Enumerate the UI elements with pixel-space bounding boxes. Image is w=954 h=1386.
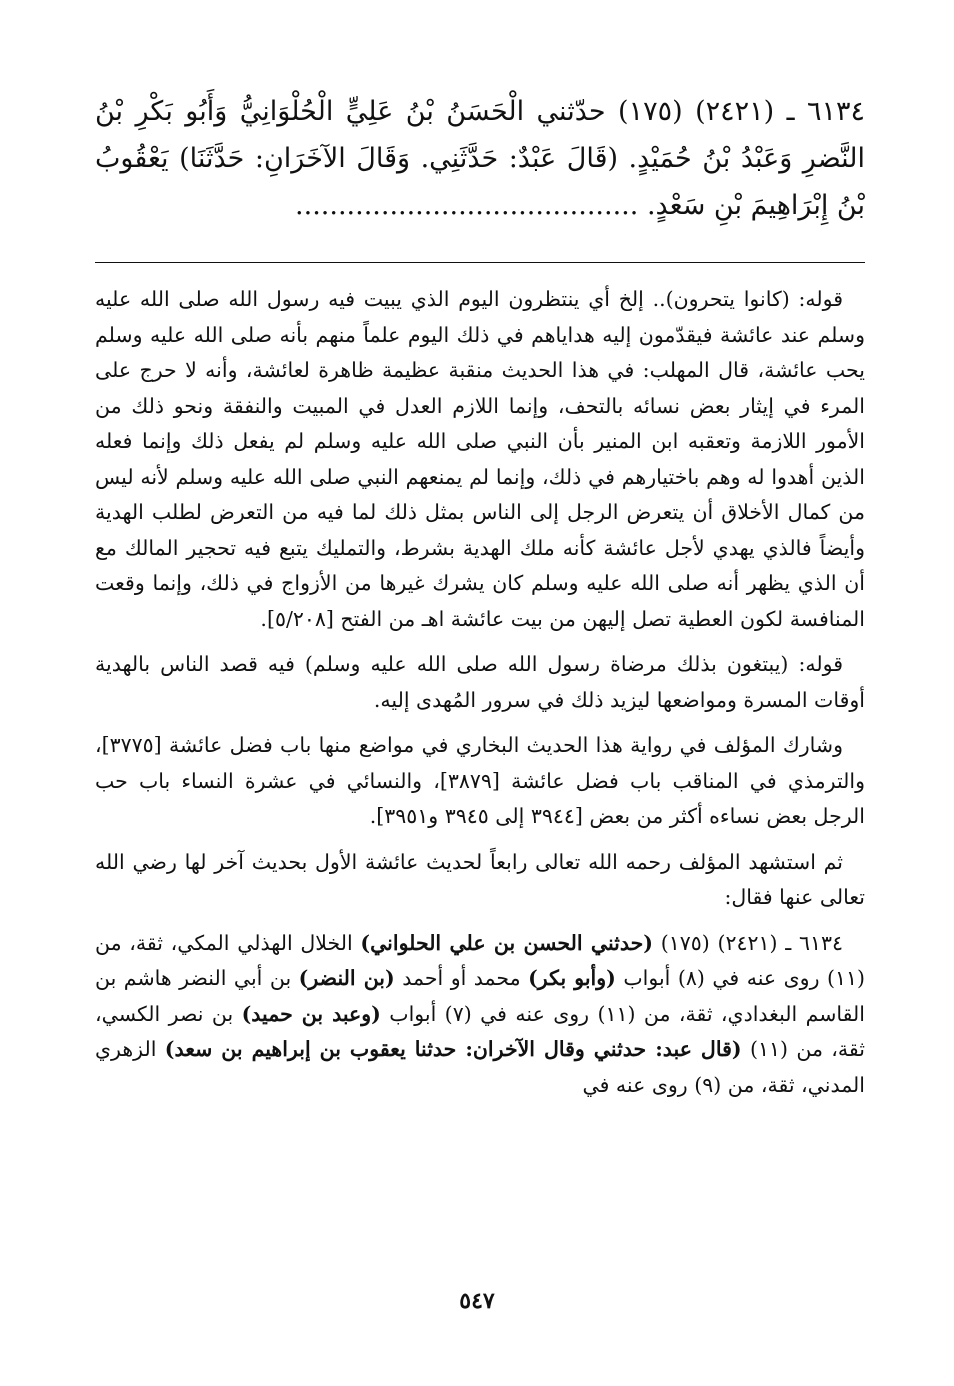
hadith-arabic: ٦١٣٤ ـ (٢٤٢١) (١٧٥) حدّثني الْحَسَنُ بْنُ عَلِيٍّ الْحُلْوَانِيُّ وَأَبُو بَكْرِ بْنُ النَّضرِ وَعَبْدُ بْنُ حُمَيْدٍ. (قَالَ عَبْدٌ: حَدَّثَنِي. وَقَالَ الآخَرَانِ: حَدَّثَنَا) يَعْقُوبُ بْنُ إِبْرَاهِيمَ بْنِ سَعْدٍ. <box>95 96 866 221</box>
isnad-text-3: بن أبي النضر هاشم بن القاسم البغدادي، ثقة، من (١١) روى عنه في (٧) أبواب <box>95 966 865 1026</box>
isnad-bold-1: (حدثني الحسن بن علي الحلواني) <box>360 930 654 955</box>
isnad-text-2: محمد أو أحمد <box>402 966 521 990</box>
isnad-bold-5: (قال عبد: حدثني وقال الآخران: حدثنا يعقوب بن إبراهيم بن سعد) <box>164 1037 742 1061</box>
commentary-paragraph-3: وشارك المؤلف في رواية هذا الحديث البخاري في مواضع منها باب فضل عائشة [٣٧٧٥]، والترمذي في المناقب باب فضل عائشة [٣٨٧٩]، والنسائي في عشرة النساء باب حب الرجل بعض نساءه أكثر من بعض [٣٩٤٤ إلى ٣٩٤٥ و٣٩٥١]. <box>95 733 865 828</box>
commentary-paragraph-2: قوله: (يبتغون بذلك مرضاة رسول الله صلى الله عليه وسلم) فيه قصد الناس بالهدية أوقات المسرة ومواضعها ليزيد ذلك في سرور المُهدى إليه. <box>95 652 865 712</box>
page-number: ٥٤٧ <box>459 1288 495 1314</box>
isnad-text-1: الخلال الهذلي المكي، ثقة، من (١١) روى عنه في (٨) أبواب <box>95 930 865 990</box>
isnad-number: ٦١٣٤ ـ (٢٤٢١) (١٧٥) <box>660 930 843 955</box>
isnad-bold-3: (بن النضر) <box>298 966 395 990</box>
isnad-text-5: الزهري المدني، ثقة، من (٩) روى عنه في <box>95 1037 865 1097</box>
commentary-block <box>95 282 865 1113</box>
footnote-divider <box>95 262 865 263</box>
isnad-bold-4: (وعبد بن حميد) <box>241 1001 381 1026</box>
isnad-text-4: بن نصر الكسي، ثقة، من (١١) <box>95 1001 865 1061</box>
commentary-paragraph-4: ثم استشهد المؤلف رحمه الله تعالى رابعاً لحديث عائشة الأول بحديث آخر لها رضي الله تعالى عنها فقال: <box>95 849 865 909</box>
hadith-block <box>95 88 865 229</box>
hadith-text <box>95 88 865 229</box>
isnad-bold-2: (وأبو بكر) <box>528 966 616 990</box>
commentary-paragraph-1: قوله: (كانوا يتحرون).. إلخ أي ينتظرون اليوم الذي يبيت فيه رسول الله صلى الله عليه وسلم عند عائشة فيقدّمون إليه هداياهم في ذلك اليوم علماً منهم بأنه صلى الله عليه وسلم يحب عائشة، قال المهلب: في هذا الحديث منقبة عظيمة ظاهرة لعائشة، وأنه لا حرج على المرء في إيثار بعض نسائه بالتحف، وإنما اللازم العدل في المبيت والنفقة ونحو ذلك من الأمور اللازمة وتعقبه ابن المنير بأن النبي صلى الله عليه وسلم لم يفعل ذلك وإنما فعله الذين أهدوا له وهم باختيارهم في ذلك، وإنما لم يمنعهم النبي صلى الله عليه وسلم لأنه ليس من كمال الأخلاق أن يتعرض الرجل إلى الناس بمثل ذلك لما فيه من التعرض لطلب الهدية وأيضاً فالذي يهدي لأجل عائشة كأنه ملك الهدية بشرط، والتمليك يتبع فيه تحجير المالك مع أن الذي يظهر أنه صلى الله عليه وسلم كان يشرك غيرها من الأزواج في ذلك، وإنما وقعت المنافسة لكون العطية تصل إليهن من بيت عائشة اهـ من الفتح [٥/٢٠٨]. <box>95 287 865 631</box>
hadith-dots: ........................................ <box>295 190 639 221</box>
commentary-paragraph-5 <box>95 926 865 1104</box>
